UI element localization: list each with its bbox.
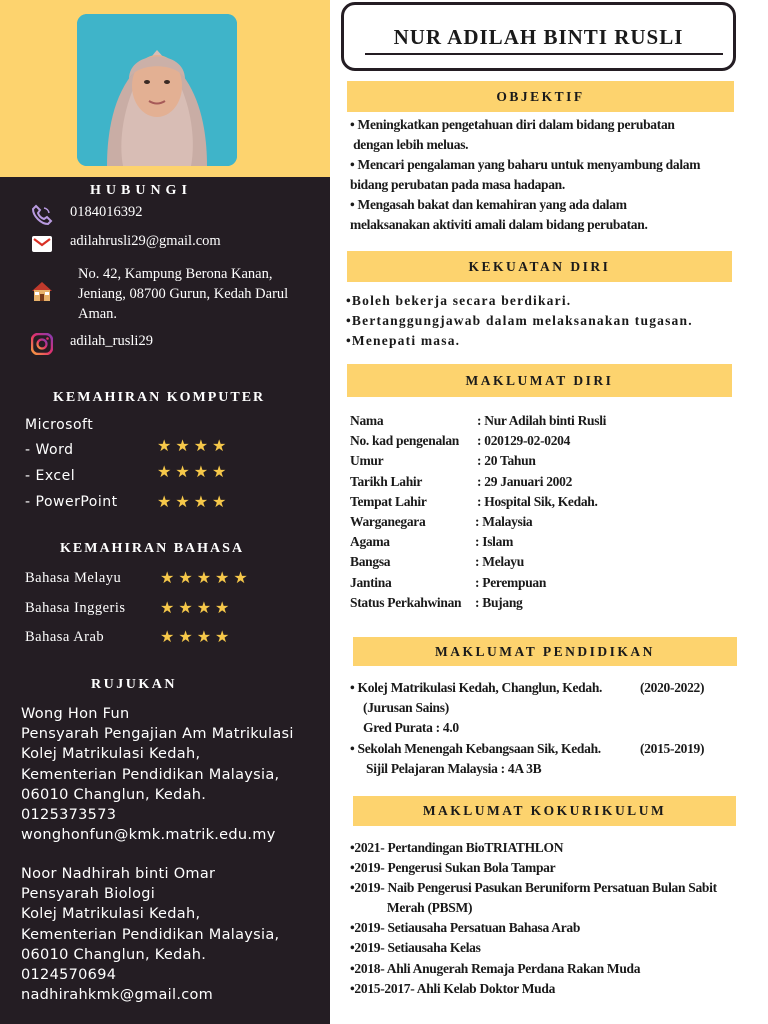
language-skill-inggeris: Bahasa Inggeris xyxy=(25,600,126,616)
email-text: adilahrusli29@gmail.com xyxy=(70,233,221,249)
phone-text: 0184016392 xyxy=(70,204,143,220)
reference-2 xyxy=(21,864,279,1005)
info-row-citizenship: Warganegara : Malaysia xyxy=(350,514,533,530)
education-list xyxy=(350,678,740,779)
contact-phone xyxy=(30,204,143,226)
education-detail: (Jurusan Sains) xyxy=(363,700,449,716)
cocurricular-item: •2021- Pertandingan BioTRIATHLON xyxy=(350,840,564,855)
info-row-religion: Agama : Islam xyxy=(350,534,514,550)
objective-title: OBJEKTIF xyxy=(347,81,734,112)
name-underline xyxy=(365,53,723,55)
instagram-icon xyxy=(30,333,54,355)
objective-text xyxy=(350,115,700,235)
computer-skill-powerpoint: - PowerPoint xyxy=(25,494,118,510)
full-name: NUR ADILAH BINTI RUSLI xyxy=(393,25,684,49)
education-detail: Sijil Pelajaran Malaysia : 4A 3B xyxy=(366,760,542,776)
info-row-gender: Jantina : Perempuan xyxy=(350,574,547,590)
cocurricular-item: Merah (PBSM) xyxy=(350,900,473,916)
cocurricular-item: •2019- Pengerusi Sukan Bola Tampar xyxy=(350,860,556,876)
info-row-age: Umur : 20 Tahun xyxy=(350,453,536,469)
contact-instagram xyxy=(30,333,153,355)
reference-1-institution: Kolej Matrikulasi Kedah, xyxy=(21,746,201,763)
education-title: MAKLUMAT PENDIDIKAN xyxy=(353,637,737,666)
info-row-dob: Tarikh Lahir : 29 Januari 2002 xyxy=(350,473,573,489)
computer-skills-title: KEMAHIRAN KOMPUTER xyxy=(53,390,266,405)
cocurricular-title: MAKLUMAT KOKURIKULUM xyxy=(353,796,736,826)
gmail-icon xyxy=(30,233,54,255)
rating-stars-arab: ★★★★ xyxy=(160,627,234,646)
info-row-birthplace: Tempat Lahir : Hospital Sik, Kedah. xyxy=(350,493,598,509)
objective-line: • Mencari pengalaman yang baharu untuk menyambung dalam xyxy=(350,157,701,172)
language-skill-arab: Bahasa Arab xyxy=(25,629,105,645)
profile-photo xyxy=(77,14,237,166)
reference-1-position: Pensyarah Pengajian Am Matrikulasi xyxy=(21,726,294,743)
objective-line: dengan lebih meluas. xyxy=(350,137,469,152)
house-icon xyxy=(30,280,54,302)
strengths-list xyxy=(346,291,693,351)
rating-stars-word: ★★★★ xyxy=(157,436,231,455)
info-row-marital: Status Perkahwinan : Bujang xyxy=(350,594,523,610)
education-year: (2015-2019) xyxy=(640,740,705,756)
reference-1-ministry: Kementerian Pendidikan Malaysia, xyxy=(21,766,280,783)
cocurricular-item: •2019- Naib Pengerusi Pasukan Beruniform Persatuan Bulan Sabit xyxy=(350,880,717,896)
info-row-race: Bangsa : Melayu xyxy=(350,554,524,570)
reference-2-position: Pensyarah Biologi xyxy=(21,886,156,903)
address-text: No. 42, Kampung Berona Kanan, Jeniang, 08700 Gurun, Kedah Darul Aman. xyxy=(78,266,289,322)
reference-1 xyxy=(21,704,294,845)
cocurricular-item: •2018- Ahli Anugerah Remaja Perdana Rakan Muda xyxy=(350,960,641,976)
education-detail: Gred Purata : 4.0 xyxy=(363,720,459,736)
rating-stars-melayu: ★★★★★ xyxy=(160,568,252,587)
reference-2-institution: Kolej Matrikulasi Kedah, xyxy=(21,906,201,923)
strength-item: •Bertanggungjawab dalam melaksanakan tugasan. xyxy=(346,313,693,328)
objective-line: melaksanakan aktiviti amali dalam bidang perubatan. xyxy=(350,217,648,232)
cocurricular-list xyxy=(350,838,717,999)
education-entry-1: • Kolej Matrikulasi Kedah, Changlun, Kedah. (2020-2022) xyxy=(350,678,740,698)
strength-item: •Boleh bekerja secara berdikari. xyxy=(346,293,572,308)
cocurricular-item: •2019- Setiausaha Kelas xyxy=(350,940,481,956)
objective-line: • Meningkatkan pengetahuan diri dalam bidang perubatan xyxy=(350,117,675,132)
reference-1-phone: 0125373573 xyxy=(21,807,117,824)
references-title: RUJUKAN xyxy=(91,677,177,692)
cocurricular-item: •2015-2017- Ahli Kelab Doktor Muda xyxy=(350,980,556,996)
strength-item: •Menepati masa. xyxy=(346,333,461,348)
computer-skill-excel: - Excel xyxy=(25,468,76,484)
cocurricular-item: •2019- Setiausaha Persatuan Bahasa Arab xyxy=(350,920,581,936)
contact-address xyxy=(30,264,313,324)
computer-skill-group: Microsoft xyxy=(25,417,94,433)
phone-icon xyxy=(30,204,54,226)
instagram-text: adilah_rusli29 xyxy=(70,333,153,349)
personal-info-title: MAKLUMAT DIRI xyxy=(347,364,732,397)
rating-stars-powerpoint: ★★★★ xyxy=(157,492,231,511)
objective-line: bidang perubatan pada masa hadapan. xyxy=(350,177,565,192)
contact-title: HUBUNGI xyxy=(90,183,192,198)
reference-1-address: 06010 Changlun, Kedah. xyxy=(21,786,207,803)
strengths-title: KEKUATAN DIRI xyxy=(347,251,732,282)
education-entry-2: • Sekolah Menengah Kebangsaan Sik, Kedah. (2015-2019) xyxy=(350,739,740,759)
rating-stars-inggeris: ★★★★ xyxy=(160,598,234,617)
contact-email xyxy=(30,233,221,255)
name-header-box xyxy=(341,2,736,71)
reference-1-name: Wong Hon Fun xyxy=(21,706,130,722)
reference-1-email: wonghonfun@kmk.matrik.edu.my xyxy=(21,827,276,844)
reference-2-email: nadhirahkmk@gmail.com xyxy=(21,987,214,1004)
education-year: (2020-2022) xyxy=(640,680,705,695)
info-row-name: Nama : Nur Adilah binti Rusli xyxy=(350,413,607,428)
rating-stars-excel: ★★★★ xyxy=(157,462,231,481)
info-row-ic: No. kad pengenalan : 020129-02-0204 xyxy=(350,433,571,449)
objective-line: • Mengasah bakat dan kemahiran yang ada dalam xyxy=(350,197,627,212)
reference-2-phone: 0124570694 xyxy=(21,967,117,984)
reference-2-ministry: Kementerian Pendidikan Malaysia, xyxy=(21,926,280,943)
reference-2-address: 06010 Changlun, Kedah. xyxy=(21,946,207,963)
personal-info-table xyxy=(350,411,606,613)
language-skill-melayu: Bahasa Melayu xyxy=(25,570,122,586)
computer-skill-word: - Word xyxy=(25,442,74,458)
language-skills-title: KEMAHIRAN BAHASA xyxy=(60,541,245,556)
reference-2-name: Noor Nadhirah binti Omar xyxy=(21,866,216,882)
